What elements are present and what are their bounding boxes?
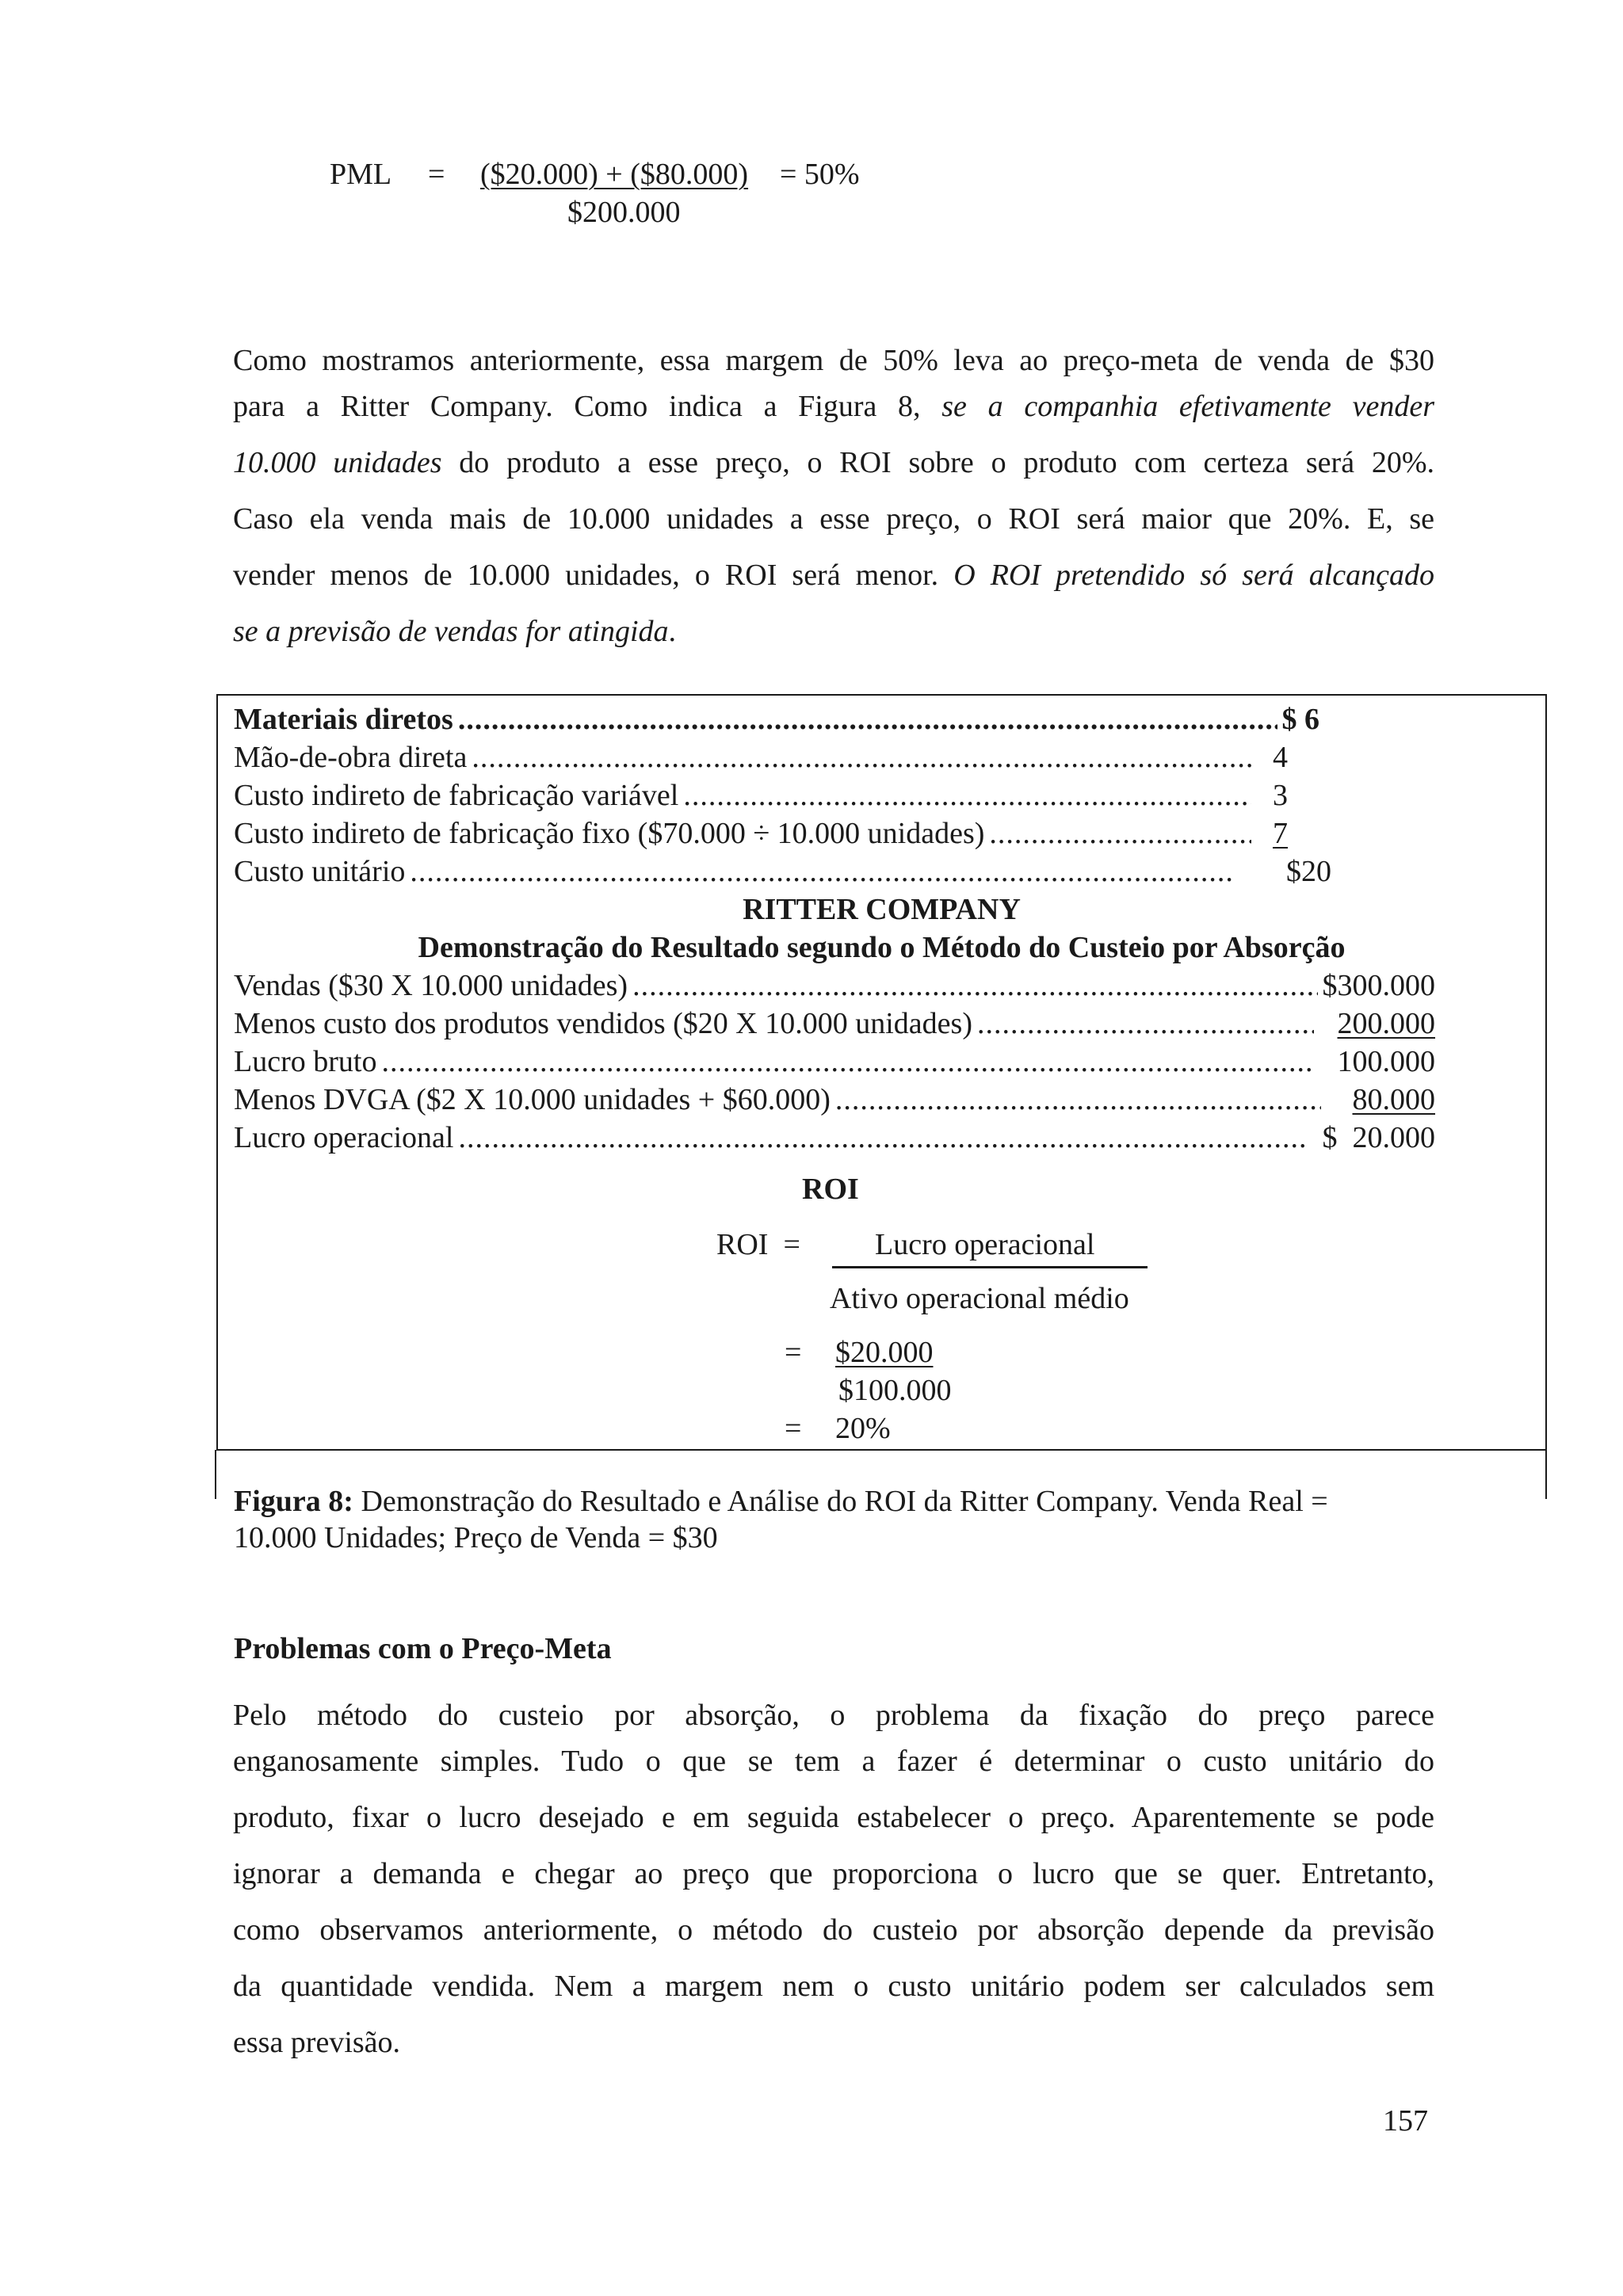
roi-heading: ROI <box>802 1173 859 1206</box>
roi-num-value: $20.000 <box>835 1336 934 1369</box>
figure-caption: Figura 8: Demonstração do Resultado e Análise do ROI da Ritter Company. Venda Real = <box>234 1485 1328 1518</box>
paragraph-line: Como mostramos anteriormente, essa margem de 50% leva ao preço-meta de venda de $30 <box>233 344 1434 377</box>
roi-denominator: Ativo operacional médio <box>830 1282 1129 1315</box>
income-row-lucro-operacional: Lucro operacional ..... $ 20.000 <box>234 1119 1435 1157</box>
paragraph-line: da quantidade vendida. Nem a margem nem o custo unitário podem ser calculados sem <box>233 1970 1434 2003</box>
paragraph-line: Caso ela venda mais de 10.000 unidades a esse preço, o ROI será maior que 20%. E, se <box>233 502 1434 536</box>
paragraph-line: ignorar a demanda e chegar ao preço que proporciona o lucro que se quer. Entretanto, <box>233 1857 1434 1890</box>
roi-equals-2: = <box>785 1412 802 1445</box>
roi-equals-1: = <box>785 1336 802 1369</box>
company-name: RITTER COMPANY <box>743 893 1021 926</box>
roi-den-value: $100.000 <box>838 1374 952 1407</box>
roi-label: ROI = <box>716 1228 800 1261</box>
income-row-vendas: Vendas ($30 X 10.000 unidades) ..... $300.000 <box>234 967 1435 1005</box>
roi-numerator: Lucro operacional <box>875 1228 1095 1261</box>
figure-caption-line2: 10.000 Unidades; Preço de Venda = $30 <box>234 1521 718 1554</box>
pml-label: PML <box>330 158 392 191</box>
caption-label: Figura 8: <box>234 1485 353 1518</box>
paragraph-line: para a Ritter Company. Como indica a Figura 8, se a companhia efetivamente vender <box>233 390 1434 423</box>
roi-result: 20% <box>835 1412 891 1445</box>
paragraph-line: se a previsão de vendas for atingida. <box>233 615 677 648</box>
cost-row-mao-de-obra: Mão-de-obra direta ..... 4 <box>234 738 1288 776</box>
pml-result: = 50% <box>780 158 860 191</box>
statement-title: Demonstração do Resultado segundo o Método do Custeio por Absorção <box>418 931 1346 964</box>
paragraph-line: essa previsão. <box>233 2026 401 2059</box>
cost-row-materiais: Materiais diretos ..... $ 6 <box>234 700 1319 738</box>
paragraph-line: Pelo método do custeio por absorção, o problema da fixação do preço parece <box>233 1699 1434 1732</box>
paragraph-line: 10.000 unidades do produto a esse preço, o ROI sobre o produto com certeza será 20%. <box>233 446 1434 479</box>
income-row-dvga: Menos DVGA ($2 X 10.000 unidades + $60.000) ..... 80.000 <box>234 1081 1435 1119</box>
paragraph-line: vender menos de 10.000 unidades, o ROI será menor. O ROI pretendido só será alcançado <box>233 559 1434 592</box>
income-row-lucro-bruto: Lucro bruto ..... 100.000 <box>234 1043 1435 1081</box>
roi-fraction-bar <box>832 1266 1148 1268</box>
income-row-cpv: Menos custo dos produtos vendidos ($20 X 10.000 unidades) ..... 200.000 <box>234 1005 1435 1043</box>
figure-border-right-tail <box>1545 1450 1547 1499</box>
cost-row-unitario: Custo unitário ..... $20 <box>234 852 1331 891</box>
pml-denominator: $200.000 <box>567 196 681 229</box>
figure-border-left-tail <box>215 1450 216 1499</box>
section-paragraph <box>233 1697 1434 2071</box>
pml-equals: = <box>428 158 445 191</box>
section-heading: Problemas com o Preço-Meta <box>234 1632 612 1665</box>
paragraph-line: enganosamente simples. Tudo o que se tem a fazer é determinar o custo unitário do <box>233 1745 1434 1778</box>
cost-row-variavel: Custo indireto de fabricação variável ..... 3 <box>234 776 1288 814</box>
intro-paragraph <box>233 342 1434 660</box>
paragraph-line: como observamos anteriormente, o método do custeio por absorção depende da previsão <box>233 1913 1434 1947</box>
page-number: 157 <box>1383 2104 1428 2138</box>
pml-numerator: ($20.000) + ($80.000) <box>480 158 749 191</box>
paragraph-line: produto, fixar o lucro desejado e em seguida estabelecer o preço. Aparentemente se pode <box>233 1801 1434 1834</box>
cost-row-fixo: Custo indireto de fabricação fixo ($70.000 ÷ 10.000 unidades) ..... 7 <box>234 814 1288 852</box>
